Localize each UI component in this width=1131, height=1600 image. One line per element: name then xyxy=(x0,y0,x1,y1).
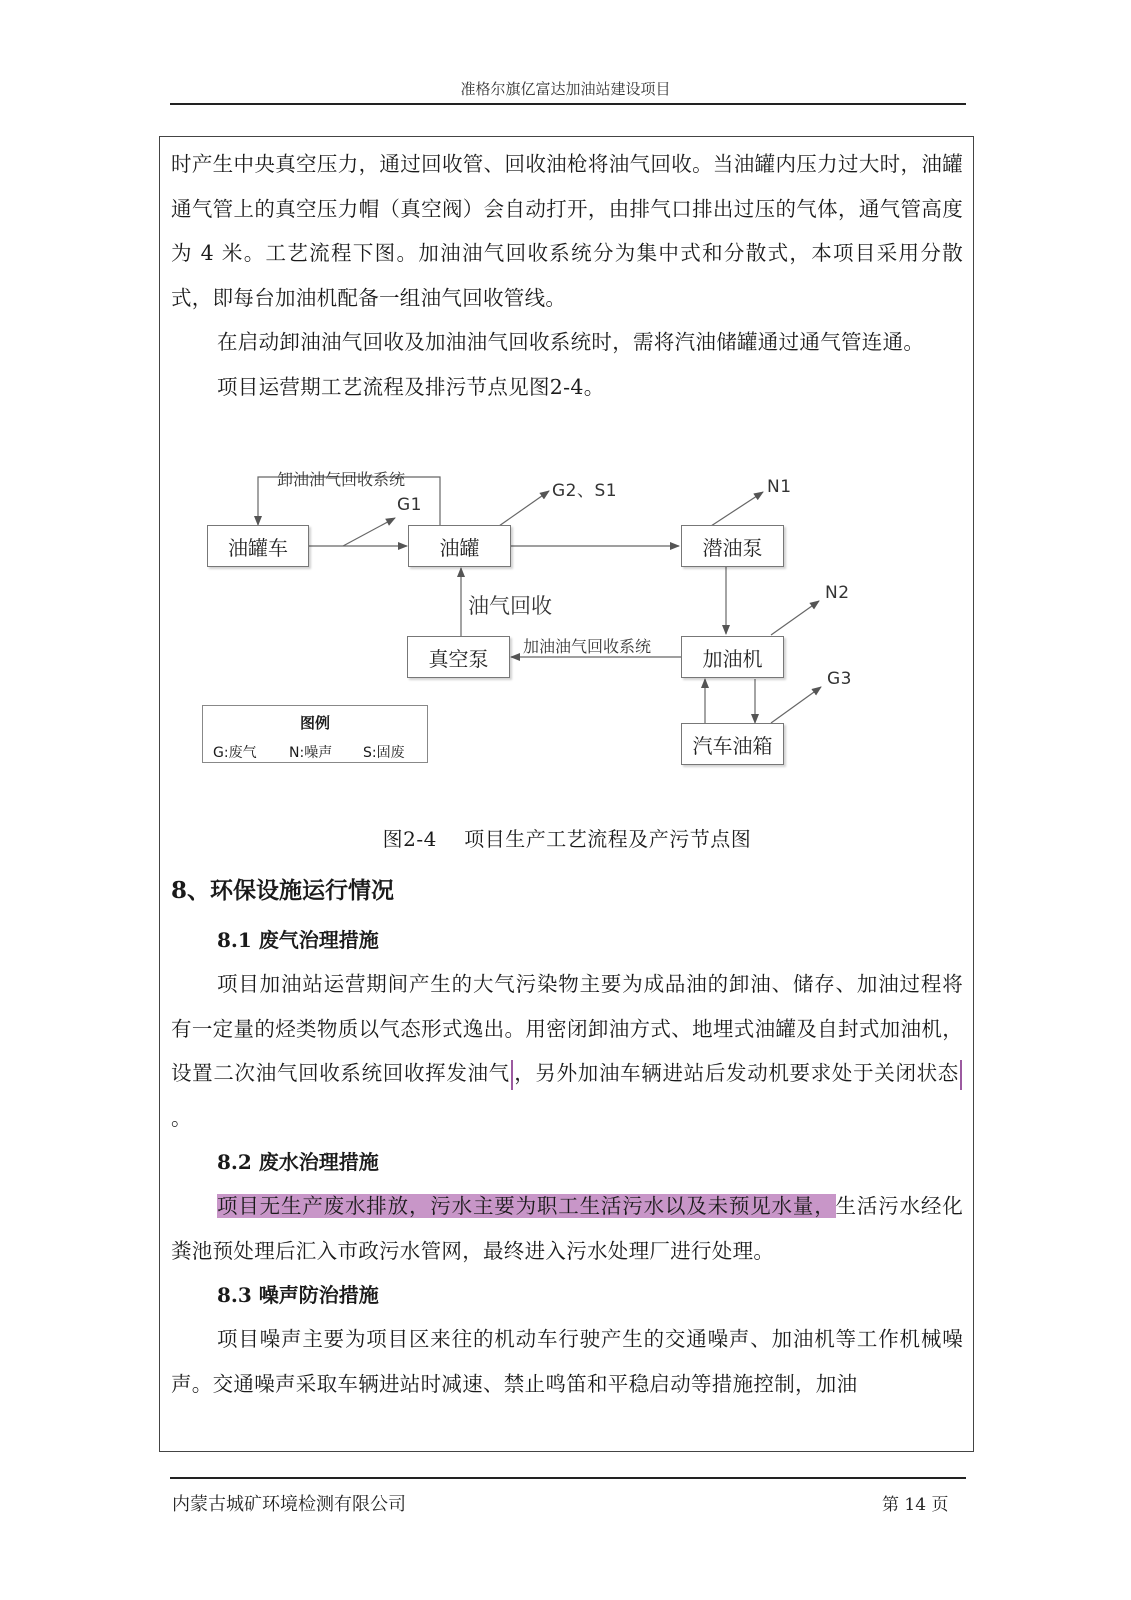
footer-page-number: 第 14 页 xyxy=(882,1495,949,1515)
box-submersible-pump: 潜油泵 xyxy=(681,525,784,567)
legend-item-gas: G:废气 xyxy=(213,745,257,761)
exhaust-text-c: 。 xyxy=(171,1105,192,1130)
footer-company: 内蒙古城矿环境检测有限公司 xyxy=(172,1494,406,1515)
section-8-2-title: 8.2 废水治理措施 xyxy=(217,1150,379,1174)
paragraph-system-startup: 在启动卸油油气回收及加油油气回收系统时，需将汽油储罐通过通气管连通。 xyxy=(217,330,925,354)
arrow-g2-s1 xyxy=(499,491,549,526)
section-8-3-title: 8.3 噪声防治措施 xyxy=(217,1283,379,1307)
paragraph-figure-ref: 项目运营期工艺流程及排污节点见图2-4。 xyxy=(217,374,605,399)
label-n1: N1 xyxy=(767,477,792,497)
text-cursor-mark xyxy=(960,1060,962,1090)
section-8-1-title: 8.1 废气治理措施 xyxy=(217,928,379,952)
process-flow-diagram xyxy=(171,415,963,815)
paragraph-wastewater-treatment xyxy=(171,1184,963,1273)
page-header: 准格尔旗亿富达加油站建设项目 xyxy=(460,80,671,98)
arrow-n1 xyxy=(711,492,763,526)
paragraph-noise-control: 项目噪声主要为项目区来往的机动车行驶产生的交通噪声、加油机等工作机械噪声。交通噪声采取车辆进站时减速、禁止鸣笛和平稳启动等措施控制，加油 xyxy=(171,1327,963,1396)
box-tanker: 油罐车 xyxy=(207,525,309,567)
label-g2-s1: G2、S1 xyxy=(552,481,618,501)
legend-item-solid: S:固废 xyxy=(363,745,405,761)
paragraph-exhaust-treatment xyxy=(171,962,963,1140)
paragraph-vapor-recovery: 时产生中央真空压力，通过回收管、回收油枪将油气回收。当油罐内压力过大时，油罐通气管上的真空压力帽（真空阀）会自动打开，由排气口排出过压的气体，通气管高度为 4 米。工艺流程下图。加油油气回收系统分为集中式和分散式，本项目采用分散式，即每台加油机配备一组油气回收管线。 xyxy=(171,152,963,310)
header-rule xyxy=(170,103,966,105)
box-car-tank: 汽车油箱 xyxy=(681,723,784,765)
exhaust-text-b: ，另外加油车辆进站后发动机要求处于关闭状态 xyxy=(513,1061,959,1085)
label-unload-recovery: 卸油油气回收系统 xyxy=(277,470,406,489)
label-g3: G3 xyxy=(827,669,852,689)
highlighted-text: 项目无生产废水排放，污水主要为职工生活污水以及未预见水量， xyxy=(217,1194,836,1218)
diagram-legend xyxy=(202,705,428,763)
document-body xyxy=(171,142,963,1406)
figure-caption: 图2-4 项目生产工艺流程及产污节点图 xyxy=(382,827,752,851)
section-8-title: 8、环保设施运行情况 xyxy=(171,877,395,904)
label-n2: N2 xyxy=(825,583,850,603)
exhaust-text-a: 项目加油站运营期间产生的大气污染物主要为成品油的卸油、储存、加油过程将有一定量的烃类物质以气态形式逸出。用密闭卸油方式、地埋式油罐及自封式加油机，设置二次油气回收系统回收挥发油气 xyxy=(171,972,963,1085)
arrow-g3 xyxy=(771,687,821,723)
text-cursor-mark xyxy=(511,1060,513,1090)
box-dispenser: 加油机 xyxy=(681,636,784,678)
arrow-g1 xyxy=(343,518,395,546)
legend-title: 图例 xyxy=(299,714,330,732)
label-g1: G1 xyxy=(397,495,422,515)
wastewater-text-rest: 生活污水经化粪池预处理后汇入市政污水管网，最终进入污水处理厂进行处理。 xyxy=(171,1194,963,1263)
label-fuel-recovery: 加油油气回收系统 xyxy=(523,637,652,656)
legend-item-noise: N:噪声 xyxy=(289,745,333,761)
box-tank: 油罐 xyxy=(408,525,511,567)
box-vacuum-pump: 真空泵 xyxy=(407,636,510,678)
arrow-n2 xyxy=(771,601,819,635)
label-vapor-return: 油气回收 xyxy=(468,594,552,618)
footer-rule xyxy=(170,1477,966,1479)
